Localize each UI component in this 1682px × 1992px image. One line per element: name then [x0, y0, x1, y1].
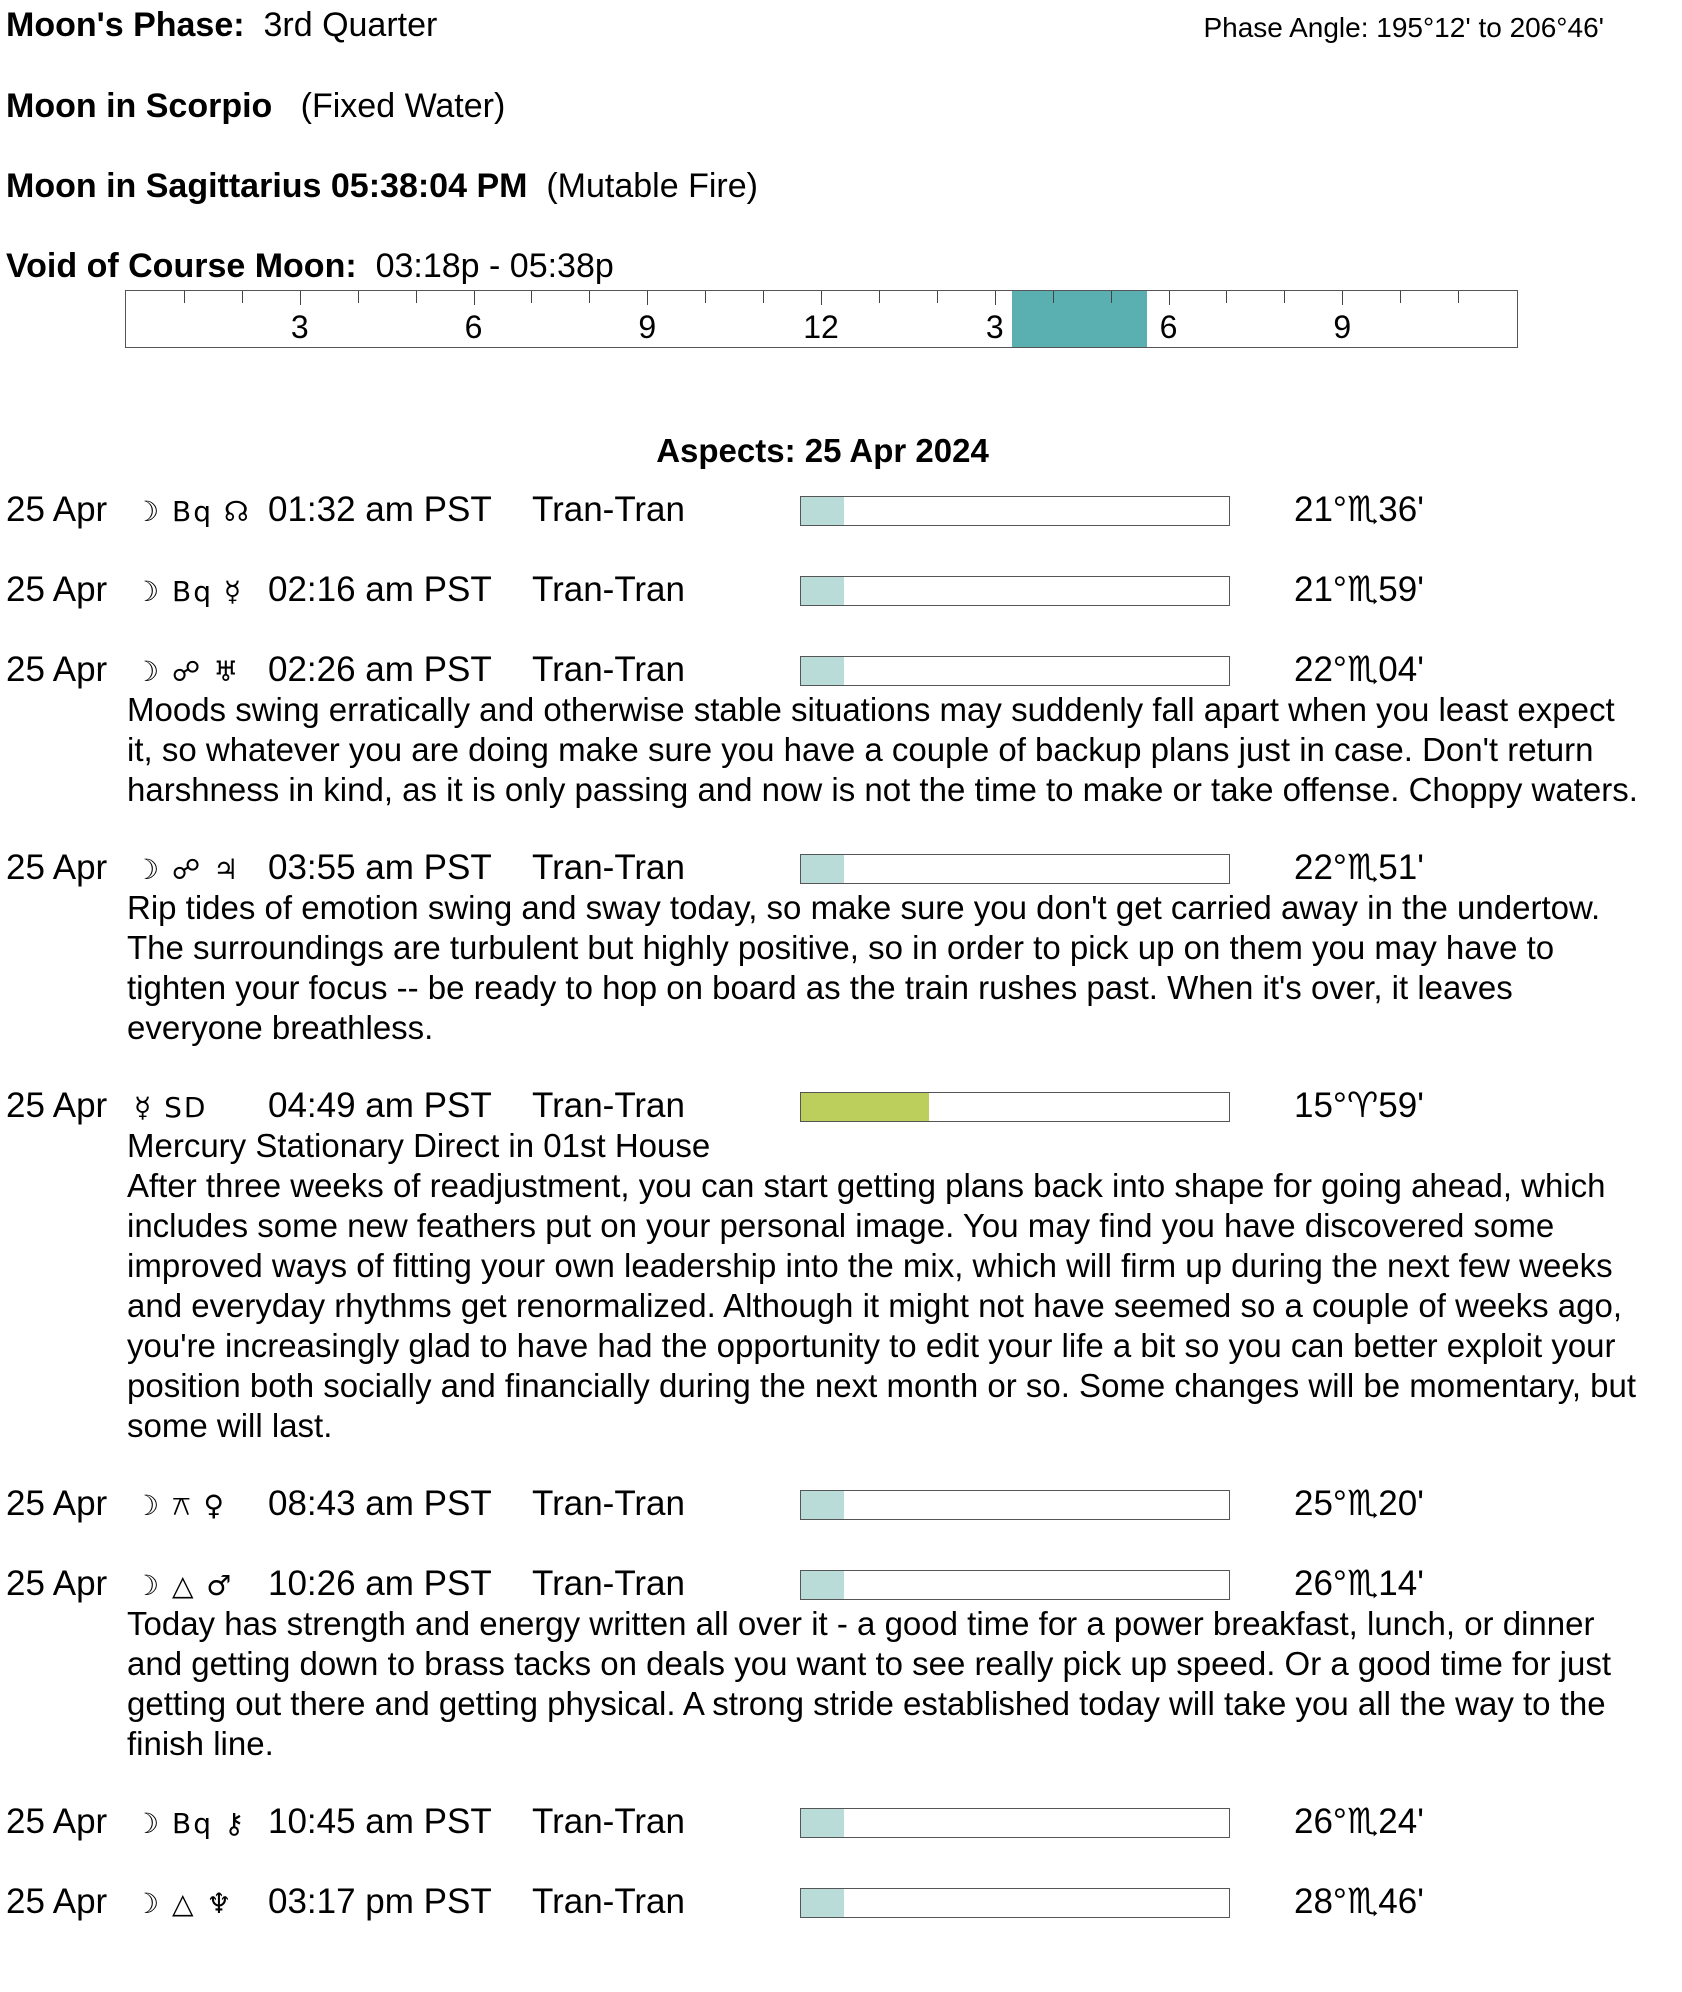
aspect-position: 26°♏24' [1294, 1802, 1424, 1841]
moon-sign-label: Moon in Scorpio [6, 87, 273, 125]
aspect-date: 25 Apr [6, 650, 108, 689]
aspect-type: Tran-Tran [532, 1564, 685, 1603]
aspect-date: 25 Apr [6, 848, 108, 887]
aspect-description: Rip tides of emotion swing and sway today, so make sure you don't get carried away in the undertow. The surroundings are turbulent but highly positive, so in order to pick up on them you may have to tighten your focus -- be ready to hop on board as the train rushes past. When it's over, it leaves everyone breathless. [127, 889, 1601, 1046]
aspect-symbols: ☽ Bq ⚷ [134, 1807, 247, 1840]
aspect-position: 28°♏46' [1294, 1882, 1424, 1921]
moon-ingress-line [6, 167, 758, 206]
timeline-tick [937, 291, 938, 303]
aspect-strength-bar [800, 1092, 1230, 1122]
void-of-course-label: Void of Course Moon: [6, 247, 357, 285]
aspect-position: 21°♏36' [1294, 490, 1424, 529]
void-of-course-value: 03:18p - 05:38p [375, 247, 614, 285]
aspect-type: Tran-Tran [532, 848, 685, 887]
void-of-course-timeline [125, 290, 1518, 348]
phase-angle: Phase Angle: 195°12' to 206°46' [1203, 12, 1604, 43]
timeline-tick [1053, 291, 1054, 303]
aspect-strength-fill [801, 1093, 929, 1121]
aspect-strength-fill [801, 497, 844, 525]
aspect-type: Tran-Tran [532, 650, 685, 689]
aspect-symbols: ☽ △ ♂ [134, 1569, 234, 1602]
aspect-description: Today has strength and energy written all over it - a good time for a power breakfast, lunch, or dinner and getting down to brass tacks on deals you want to see really pick up speed. Or a good time for just getting out there and getting physical. A strong stride established today will take you all the way to the finish line. [127, 1605, 1612, 1762]
moon-ingress-label: Moon in Sagittarius 05:38:04 PM [6, 167, 528, 205]
aspect-strength-fill [801, 1491, 844, 1519]
aspect-position: 22°♏04' [1294, 650, 1424, 689]
aspect-type: Tran-Tran [532, 570, 685, 609]
timeline-tick [995, 291, 996, 305]
aspect-strength-bar [800, 496, 1230, 526]
aspect-position: 26°♏14' [1294, 1564, 1424, 1603]
aspect-position: 22°♏51' [1294, 848, 1424, 887]
timeline-tick [242, 291, 243, 303]
aspect-symbols: ☽ Bq ☿ [134, 575, 244, 608]
aspect-date: 25 Apr [6, 1086, 108, 1125]
aspect-time: 10:45 am PST [268, 1802, 492, 1841]
aspect-row [0, 1564, 1682, 1608]
timeline-hour-label: 3 [985, 309, 1004, 345]
aspect-time: 10:26 am PST [268, 1564, 492, 1603]
timeline-tick [531, 291, 532, 303]
aspect-strength-bar [800, 1570, 1230, 1600]
aspect-strength-fill [801, 1809, 844, 1837]
timeline-hour-label: 12 [803, 309, 839, 345]
timeline-tick [1284, 291, 1285, 303]
timeline-hour-label: 9 [638, 309, 657, 345]
aspect-row [0, 490, 1682, 534]
timeline-hour-label: 6 [1159, 309, 1178, 345]
timeline-hour-label: 3 [290, 309, 309, 345]
aspect-type: Tran-Tran [532, 1882, 685, 1921]
aspect-type: Tran-Tran [532, 1086, 685, 1125]
moon-phase-line [6, 6, 437, 45]
aspect-date: 25 Apr [6, 1802, 108, 1841]
timeline-tick [1400, 291, 1401, 303]
timeline-tick [879, 291, 880, 303]
aspect-row [0, 1484, 1682, 1528]
aspect-date: 25 Apr [6, 1882, 108, 1921]
aspect-position: 15°♈59' [1294, 1086, 1424, 1125]
aspect-row [0, 570, 1682, 614]
aspect-time: 03:55 am PST [268, 848, 492, 887]
aspect-strength-fill [801, 855, 844, 883]
aspect-description: After three weeks of readjustment, you can start getting plans back into shape for going ahead, which includes some new feathers put on your personal image. You may find you have discovered some improved ways of fitting your own leadership into the mix, which will firm up during the next few weeks and everyday rhythms get renormalized. Although it might not have seemed so a couple of weeks ago, you're increasingly glad to have had the opportunity to edit your life a bit so you can better exploit your position both socially and financially during the next month or so. Some changes will be momentary, but some will last. [127, 1167, 1637, 1444]
aspect-strength-fill [801, 577, 844, 605]
void-of-course-line [6, 247, 614, 286]
aspect-symbols: ☽ Bq ☊ [134, 495, 251, 528]
timeline-tick [705, 291, 706, 303]
aspect-row [0, 1882, 1682, 1926]
timeline-tick [474, 291, 475, 305]
timeline-tick [821, 291, 822, 305]
timeline-tick [184, 291, 185, 303]
aspect-time: 03:17 pm PST [268, 1882, 492, 1921]
timeline-hour-label: 9 [1333, 309, 1352, 345]
aspect-time: 01:32 am PST [268, 490, 492, 529]
aspect-symbols: ☿ SD [134, 1091, 208, 1124]
void-of-course-band [1012, 291, 1147, 347]
aspect-date: 25 Apr [6, 490, 108, 529]
timeline-tick [1458, 291, 1459, 303]
aspect-subtitle: Mercury Stationary Direct in 01st House [127, 1127, 711, 1164]
aspect-time: 04:49 am PST [268, 1086, 492, 1125]
moon-sign-mode: (Fixed Water) [300, 87, 506, 125]
aspect-row [0, 1802, 1682, 1846]
aspect-symbols: ☽ ☍ ♅ [134, 655, 241, 688]
timeline-tick [358, 291, 359, 303]
timeline-tick [647, 291, 648, 305]
aspect-description: Moods swing erratically and otherwise stable situations may suddenly fall apart when you least expect it, so whatever you are doing make sure you have a couple of backup plans just in case. Don't return harshness in kind, as it is only passing and now is not the time to make or take offense. Choppy waters. [127, 691, 1638, 808]
aspect-position: 25°♏20' [1294, 1484, 1424, 1523]
aspect-symbols: ☽ ⚻ ♀ [134, 1489, 227, 1522]
timeline-tick [1226, 291, 1227, 303]
moon-ingress-mode: (Mutable Fire) [546, 167, 758, 205]
timeline-tick [416, 291, 417, 303]
aspect-strength-bar [800, 576, 1230, 606]
aspect-type: Tran-Tran [532, 490, 685, 529]
aspect-date: 25 Apr [6, 570, 108, 609]
aspect-time: 08:43 am PST [268, 1484, 492, 1523]
aspect-time: 02:16 am PST [268, 570, 492, 609]
timeline-tick [589, 291, 590, 303]
aspect-symbols: ☽ △ ♆ [134, 1887, 234, 1920]
aspect-strength-bar [800, 1490, 1230, 1520]
aspect-type: Tran-Tran [532, 1802, 685, 1841]
aspect-strength-bar [800, 854, 1230, 884]
aspect-strength-fill [801, 1571, 844, 1599]
aspect-row [0, 848, 1682, 892]
aspect-date: 25 Apr [6, 1484, 108, 1523]
aspect-strength-bar [800, 1808, 1230, 1838]
timeline-tick [300, 291, 301, 305]
aspect-time: 02:26 am PST [268, 650, 492, 689]
aspects-title: Aspects: 25 Apr 2024 [656, 432, 989, 469]
aspect-position: 21°♏59' [1294, 570, 1424, 609]
aspect-row [0, 1086, 1682, 1130]
timeline-tick [1111, 291, 1112, 303]
timeline-tick [1169, 291, 1170, 305]
timeline-hour-label: 6 [464, 309, 483, 345]
aspect-date: 25 Apr [6, 1564, 108, 1603]
aspect-row [0, 650, 1682, 694]
aspect-strength-fill [801, 1889, 844, 1917]
timeline-tick [763, 291, 764, 303]
aspect-strength-bar [800, 1888, 1230, 1918]
aspect-strength-fill [801, 657, 844, 685]
aspect-symbols: ☽ ☍ ♃ [134, 853, 241, 886]
moon-phase-value: 3rd Quarter [263, 6, 438, 44]
aspect-strength-bar [800, 656, 1230, 686]
moon-phase-label: Moon's Phase: [6, 6, 245, 44]
timeline-tick [1342, 291, 1343, 305]
aspect-type: Tran-Tran [532, 1484, 685, 1523]
moon-sign-line [6, 87, 505, 126]
